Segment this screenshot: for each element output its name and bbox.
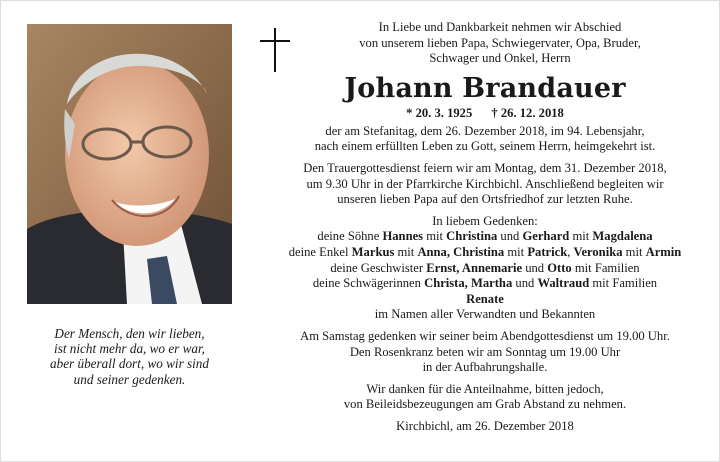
children-line: deine Söhne Hannes mit Christina und Gerhard mit Magdalena [317,229,653,244]
sisters-in-law-line: deine Schwägerinnen Christa, Martha und Waltraud mit Familien [312,276,658,291]
deceased-name: Johann Brandauer [344,72,626,104]
thanks-block [250,382,720,413]
others-line: im Namen aller Verwandten und Bekannten [374,307,596,322]
passing-line: der am Stefanitag, dem 26. Dezember 2018, im 94. Lebensjahr, [325,123,645,138]
passing-block [250,124,720,155]
birth-date: * 20. 3. 1925 [406,105,473,120]
quote-line: und seiner gedenken. [73,371,186,387]
portrait-photo [27,24,232,304]
memorial-quote [22,326,237,387]
mourners-heading: In liebem Gedenken: [432,213,538,228]
intro-line: Schwager und Onkel, Herrn [429,51,571,66]
quote-line: aber überall dort, wo wir sind [50,356,209,372]
passing-line: nach einem erfüllten Leben zu Gott, seinem Herrn, heimgekehrt ist. [314,139,656,154]
vigil-block [250,329,720,376]
quote-line: ist nicht mehr da, wo er war, [54,341,205,357]
life-dates [250,105,720,121]
intro-line: In Liebe und Dankbarkeit nehmen wir Abschied [378,20,622,34]
funeral-line: unseren lieben Papa auf den Ortsfriedhof zur letzten Ruhe. [337,192,633,207]
quote-line: Der Mensch, den wir lieben, [54,326,205,341]
thanks-line: Wir danken für die Anteilnahme, bitten jedoch, [366,381,604,396]
vigil-line: in der Aufbahrungshalle. [422,360,548,375]
mourners-block [250,214,720,323]
siblings-line: deine Geschwister Ernst, Annemarie und Otto mit Familien [330,260,640,275]
funeral-block [250,161,720,208]
funeral-line: um 9.30 Uhr in der Pfarrkirche Kirchbichl. Anschließend begleiten wir [306,176,664,191]
funeral-line: Den Trauergottesdienst feiern wir am Montag, dem 31. Dezember 2018, [303,160,667,175]
intro-line: von unserem lieben Papa, Schwiegervater, Opa, Bruder, [359,35,641,50]
thanks-line: von Beileidsbezeugungen am Grab Abstand zu nehmen. [343,397,627,412]
place-date: Kirchbichl, am 26. Dezember 2018 [396,418,574,433]
intro-block [280,20,720,67]
grandchildren-line: deine Enkel Markus mit Anna, Christina mit Patrick, Veronika mit Armin [288,244,682,259]
vigil-line: Den Rosenkranz beten wir am Sonntag um 19.00 Uhr [349,344,621,359]
extra-name-line: Renate [466,291,504,306]
vigil-line: Am Samstag gedenken wir seiner beim Abendgottesdienst um 19.00 Uhr. [300,328,670,343]
death-date: † 26. 12. 2018 [491,105,564,120]
notice-text [250,20,720,434]
